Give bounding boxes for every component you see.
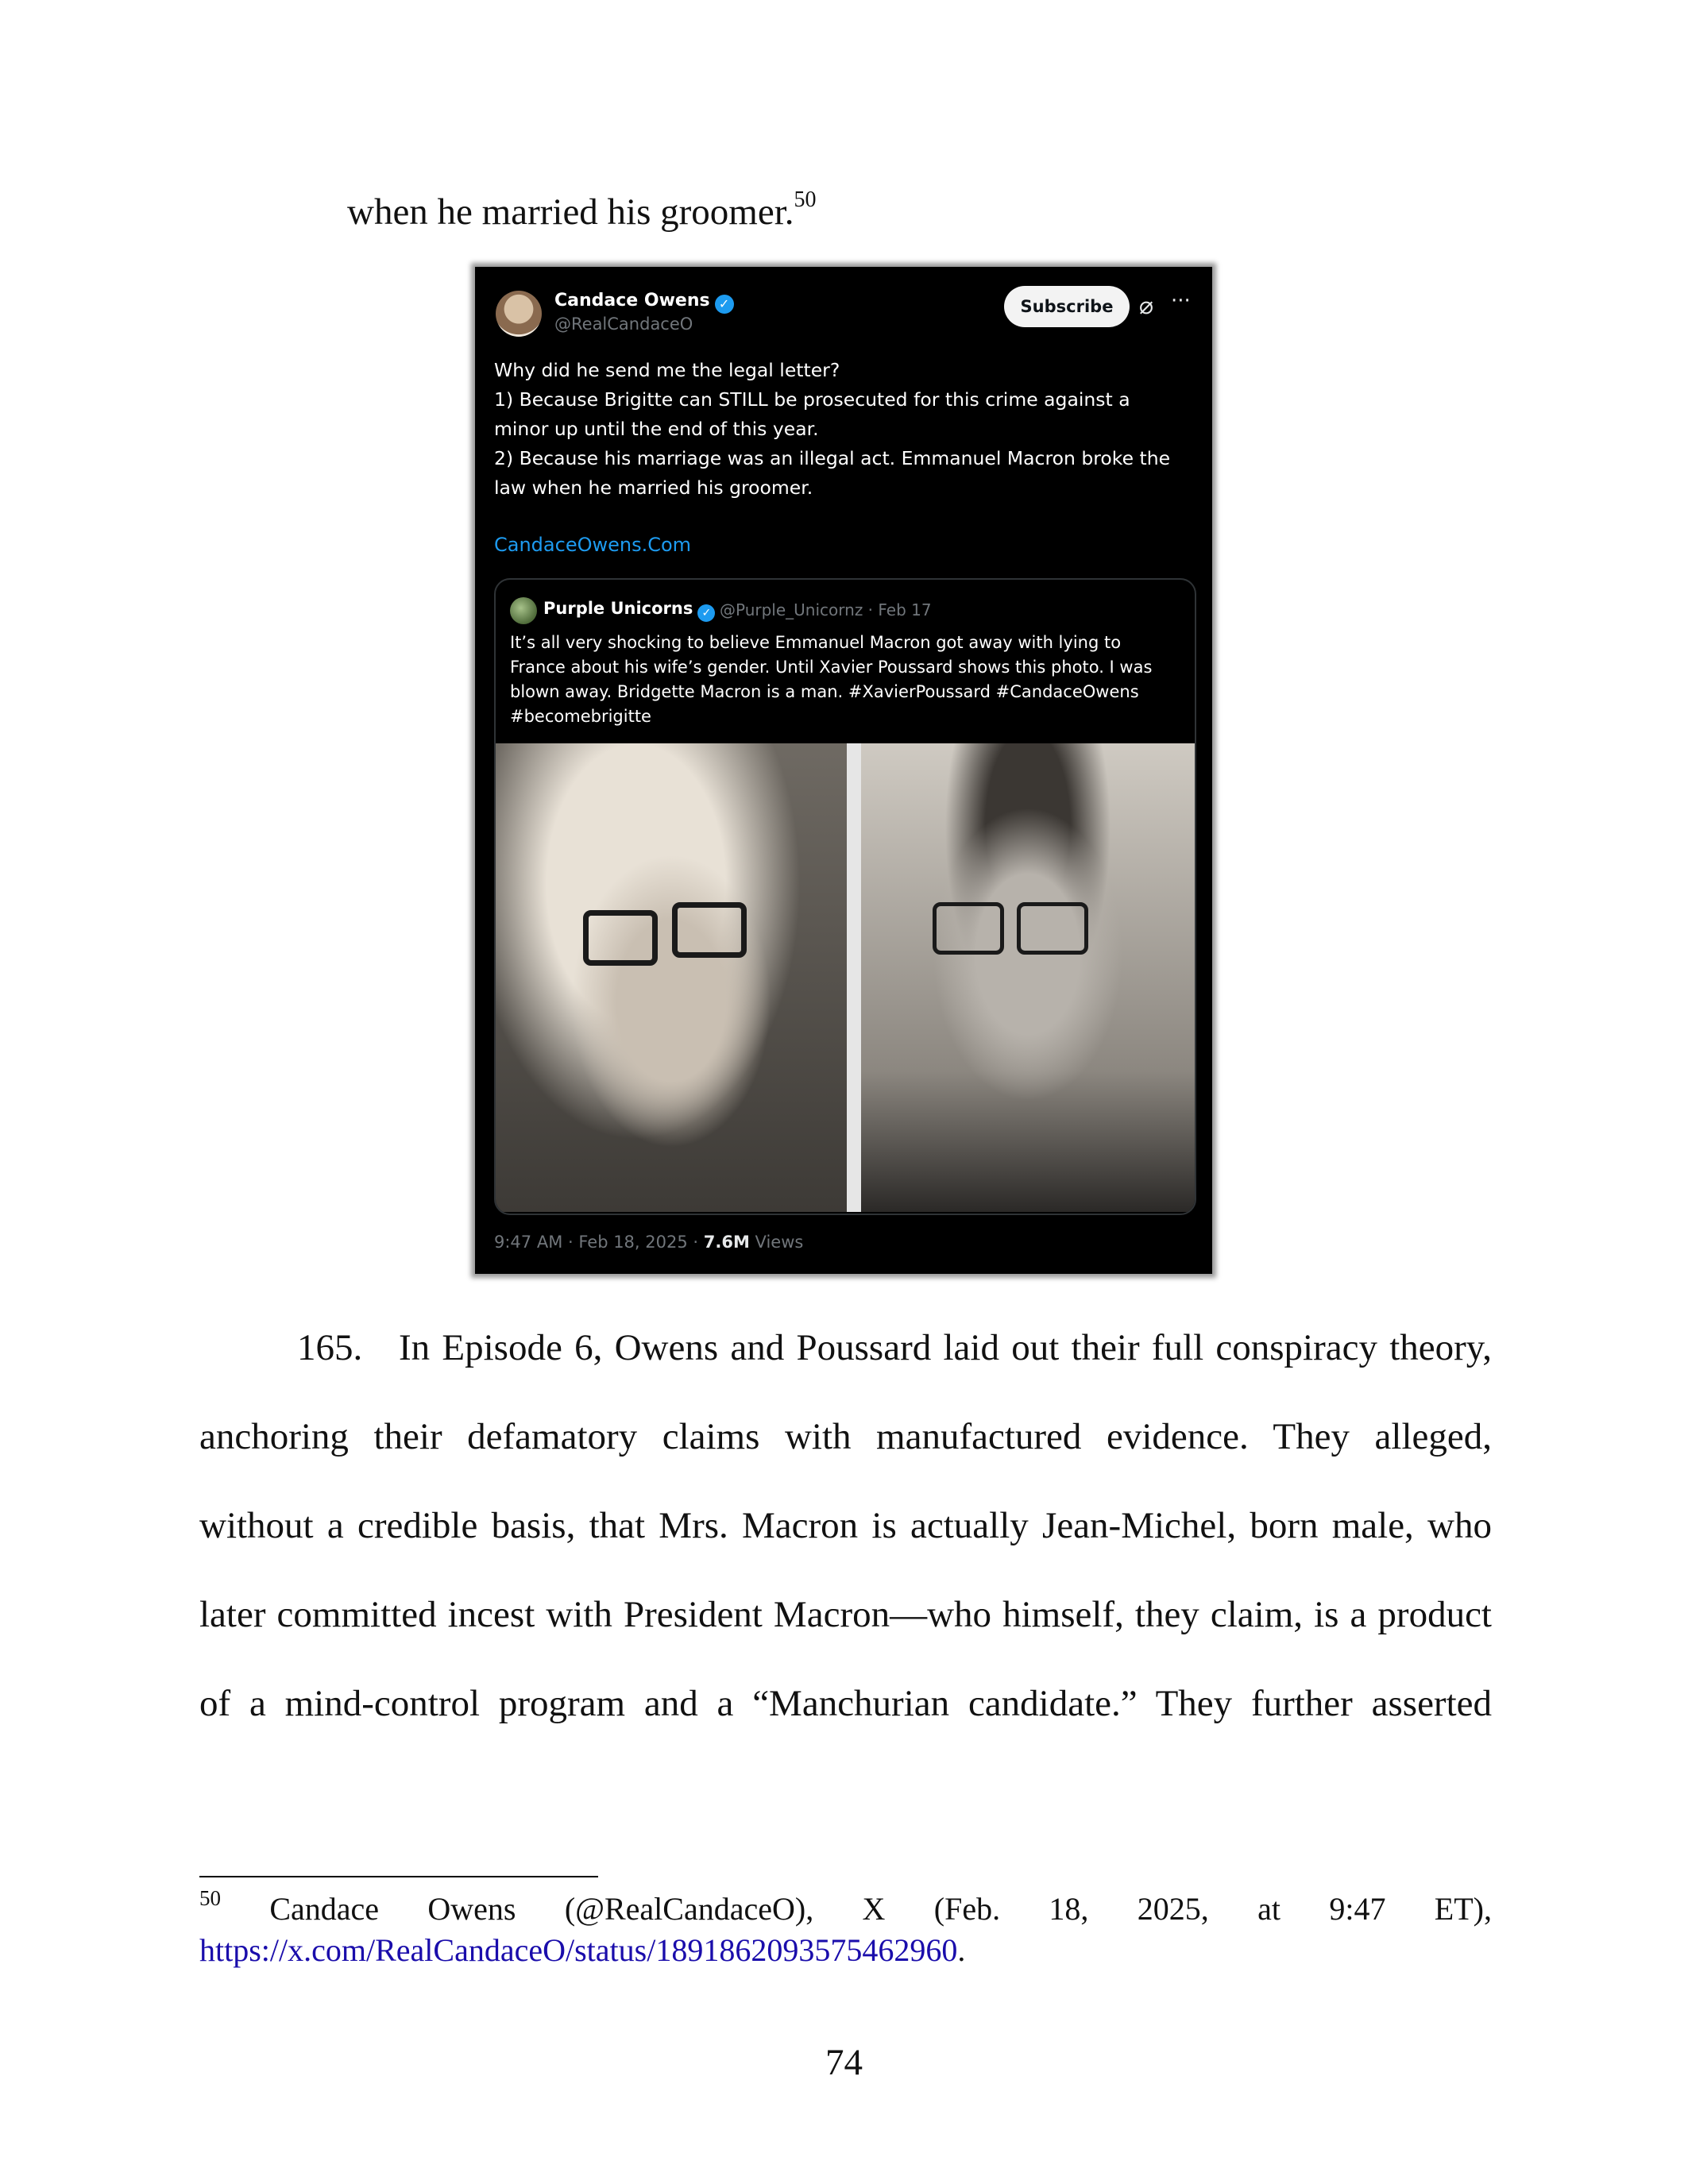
grok-icon[interactable]: ⌀ <box>1139 292 1154 320</box>
paragraph-line-5: of a mind-control program and a “Manchurian candidate.” They further asserted <box>199 1683 1492 1724</box>
footnote-rule <box>199 1876 598 1877</box>
lead-line <box>347 187 817 233</box>
paragraph-line-2: anchoring their defamatory claims with manufactured evidence. They alleged, <box>199 1416 1492 1457</box>
quote-line: It’s all very shocking to believe Emmanuel Macron got away with lying to <box>510 633 1122 652</box>
verified-icon: ✓ <box>715 295 734 314</box>
quote-author <box>543 599 715 622</box>
glasses-shape <box>1017 902 1088 955</box>
tweet-line: Why did he send me the legal letter? <box>494 359 840 381</box>
footnote-line-1 <box>199 1886 1492 1930</box>
page-number: 74 <box>825 2042 863 2083</box>
more-icon[interactable]: ··· <box>1171 289 1191 313</box>
quoted-tweet[interactable] <box>494 578 1196 1215</box>
photo-man <box>861 743 1195 1212</box>
tweet-line: law when he married his groomer. <box>494 477 813 499</box>
footnote-text: Candace Owens (@RealCandaceO), X (Feb. 18, 2025, at 9:47 ET), <box>221 1891 1492 1927</box>
quote-body <box>510 631 1185 729</box>
paragraph-text: In Episode 6, Owens and Poussard laid out their full conspiracy theory, <box>399 1327 1493 1368</box>
footnote-link[interactable]: https://x.com/RealCandaceO/status/1891862093575462960 <box>199 1932 958 1968</box>
paragraph-number: 165. <box>297 1327 363 1368</box>
views-label: Views <box>749 1233 804 1252</box>
lead-text: when he married his groomer. <box>347 191 794 233</box>
quote-meta: @Purple_Unicornz · Feb 17 <box>720 600 932 619</box>
tweet-link[interactable]: CandaceOwens.Com <box>494 534 692 556</box>
tweet-screenshot <box>475 267 1212 1274</box>
tweet-footer <box>494 1233 803 1252</box>
quote-avatar <box>510 597 537 624</box>
tweet-time: 9:47 AM · Feb 18, 2025 · <box>494 1233 704 1252</box>
footnote-ref[interactable]: 50 <box>794 187 817 212</box>
quote-line: France about his wife’s gender. Until Xavier Poussard shows this photo. I was <box>510 658 1153 677</box>
tweet-line: 1) Because Brigitte can STILL be prosecuted for this crime against a <box>494 388 1130 411</box>
quote-line: blown away. Bridgette Macron is a man. #XavierPoussard #CandaceOwens <box>510 682 1139 701</box>
footnote-end: . <box>957 1932 966 1968</box>
author-name <box>554 291 734 314</box>
views-count: 7.6M <box>703 1233 750 1252</box>
footnote-line-2 <box>199 1930 1492 1971</box>
tweet-line: 2) Because his marriage was an illegal act. Emmanuel Macron broke the <box>494 447 1171 469</box>
paragraph-line-1 <box>297 1326 1492 1369</box>
footnote <box>199 1886 1492 1971</box>
paragraph-line-3: without a credible basis, that Mrs. Macron is actually Jean-Michel, born male, who <box>199 1505 1492 1546</box>
author-handle: @RealCandaceO <box>554 314 693 334</box>
glasses-shape <box>583 910 658 966</box>
quote-author-text: Purple Unicorns <box>543 599 693 618</box>
photo-divider <box>847 743 861 1212</box>
photo-woman <box>496 743 847 1212</box>
glasses-shape <box>933 902 1004 955</box>
author-avatar <box>496 291 542 337</box>
quote-line: #becomebrigitte <box>510 707 651 726</box>
verified-icon: ✓ <box>697 604 715 622</box>
glasses-shape <box>672 902 747 958</box>
author-name-text: Candace Owens <box>554 291 710 311</box>
tweet-line: minor up until the end of this year. <box>494 418 819 440</box>
tweet-body <box>494 356 1193 503</box>
paragraph-line-4: later committed incest with President Macron—who himself, they claim, is a product <box>199 1594 1492 1635</box>
subscribe-button[interactable]: Subscribe <box>1004 286 1130 327</box>
footnote-number: 50 <box>199 1886 221 1910</box>
